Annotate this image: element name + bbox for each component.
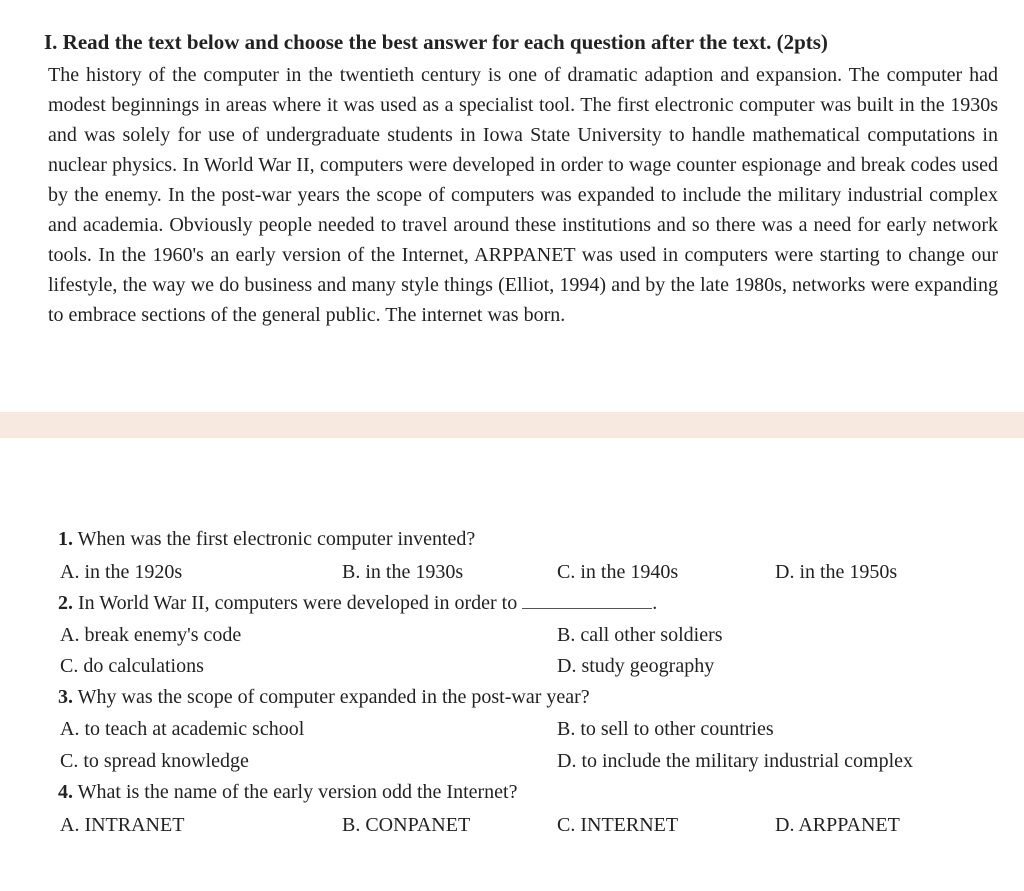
q2-option-d[interactable]: D. study geography bbox=[557, 655, 715, 677]
q4-option-d[interactable]: D. ARPPANET bbox=[775, 814, 900, 836]
question-1 bbox=[58, 528, 475, 551]
q2-option-a[interactable]: A. break enemy's code bbox=[60, 624, 242, 646]
q4-option-a[interactable]: A. INTRANET bbox=[60, 814, 185, 836]
question-text: In World War II, computers were developed in order to bbox=[78, 592, 518, 614]
question-number: 3. bbox=[58, 686, 73, 708]
q3-option-a[interactable]: A. to teach at academic school bbox=[60, 718, 305, 740]
reading-passage: The history of the computer in the twentieth century is one of dramatic adaption and expansion. The computer had modest beginnings in areas where it was used as a specialist tool. The first electronic computer was built in the 1930s and was solely for use of undergraduate students in Iowa State University to handle mathematical computations in nuclear physics. In World War II, computers were developed in order to wage counter espionage and break codes used by the enemy. In the post-war years the scope of computers was expanded to include the military industrial complex and academia. Obviously people needed to travel around these institutions and so there was a need for early network tools. In the 1960's an early version of the Internet, ARPPANET was used in computers were starting to change our lifestyle, the way we do business and many style things (Elliot, 1994) and by the late 1980s, networks were expanding to embrace sections of the general public. The internet was born. bbox=[48, 64, 998, 326]
question-suffix: . bbox=[652, 592, 658, 614]
q1-option-a[interactable]: A. in the 1920s bbox=[60, 561, 183, 583]
question-3 bbox=[58, 686, 590, 709]
q2-option-c[interactable]: C. do calculations bbox=[60, 655, 204, 677]
question-text: When was the first electronic computer invented? bbox=[77, 528, 476, 550]
q2-option-b[interactable]: B. call other soldiers bbox=[557, 624, 723, 646]
q3-option-c[interactable]: C. to spread knowledge bbox=[60, 750, 249, 772]
q1-option-d[interactable]: D. in the 1950s bbox=[775, 561, 898, 583]
question-2 bbox=[58, 592, 657, 615]
question-number: 1. bbox=[58, 528, 73, 550]
question-4 bbox=[58, 781, 517, 804]
q3-option-b[interactable]: B. to sell to other countries bbox=[557, 718, 774, 740]
question-number: 2. bbox=[58, 592, 73, 614]
answer-blank bbox=[522, 594, 652, 609]
section-heading: I. Read the text below and choose the best answer for each question after the text. (2pts) bbox=[44, 30, 828, 54]
q1-option-c[interactable]: C. in the 1940s bbox=[557, 561, 679, 583]
q3-option-d[interactable]: D. to include the military industrial complex bbox=[557, 750, 914, 772]
card-divider bbox=[0, 412, 1024, 438]
question-text: Why was the scope of computer expanded in the post-war year? bbox=[77, 686, 590, 708]
question-text: What is the name of the early version odd the Internet? bbox=[77, 781, 518, 803]
question-number: 4. bbox=[58, 781, 73, 803]
q1-option-b[interactable]: B. in the 1930s bbox=[342, 561, 464, 583]
q4-option-c[interactable]: C. INTERNET bbox=[557, 814, 679, 836]
q4-option-b[interactable]: B. CONPANET bbox=[342, 814, 471, 836]
